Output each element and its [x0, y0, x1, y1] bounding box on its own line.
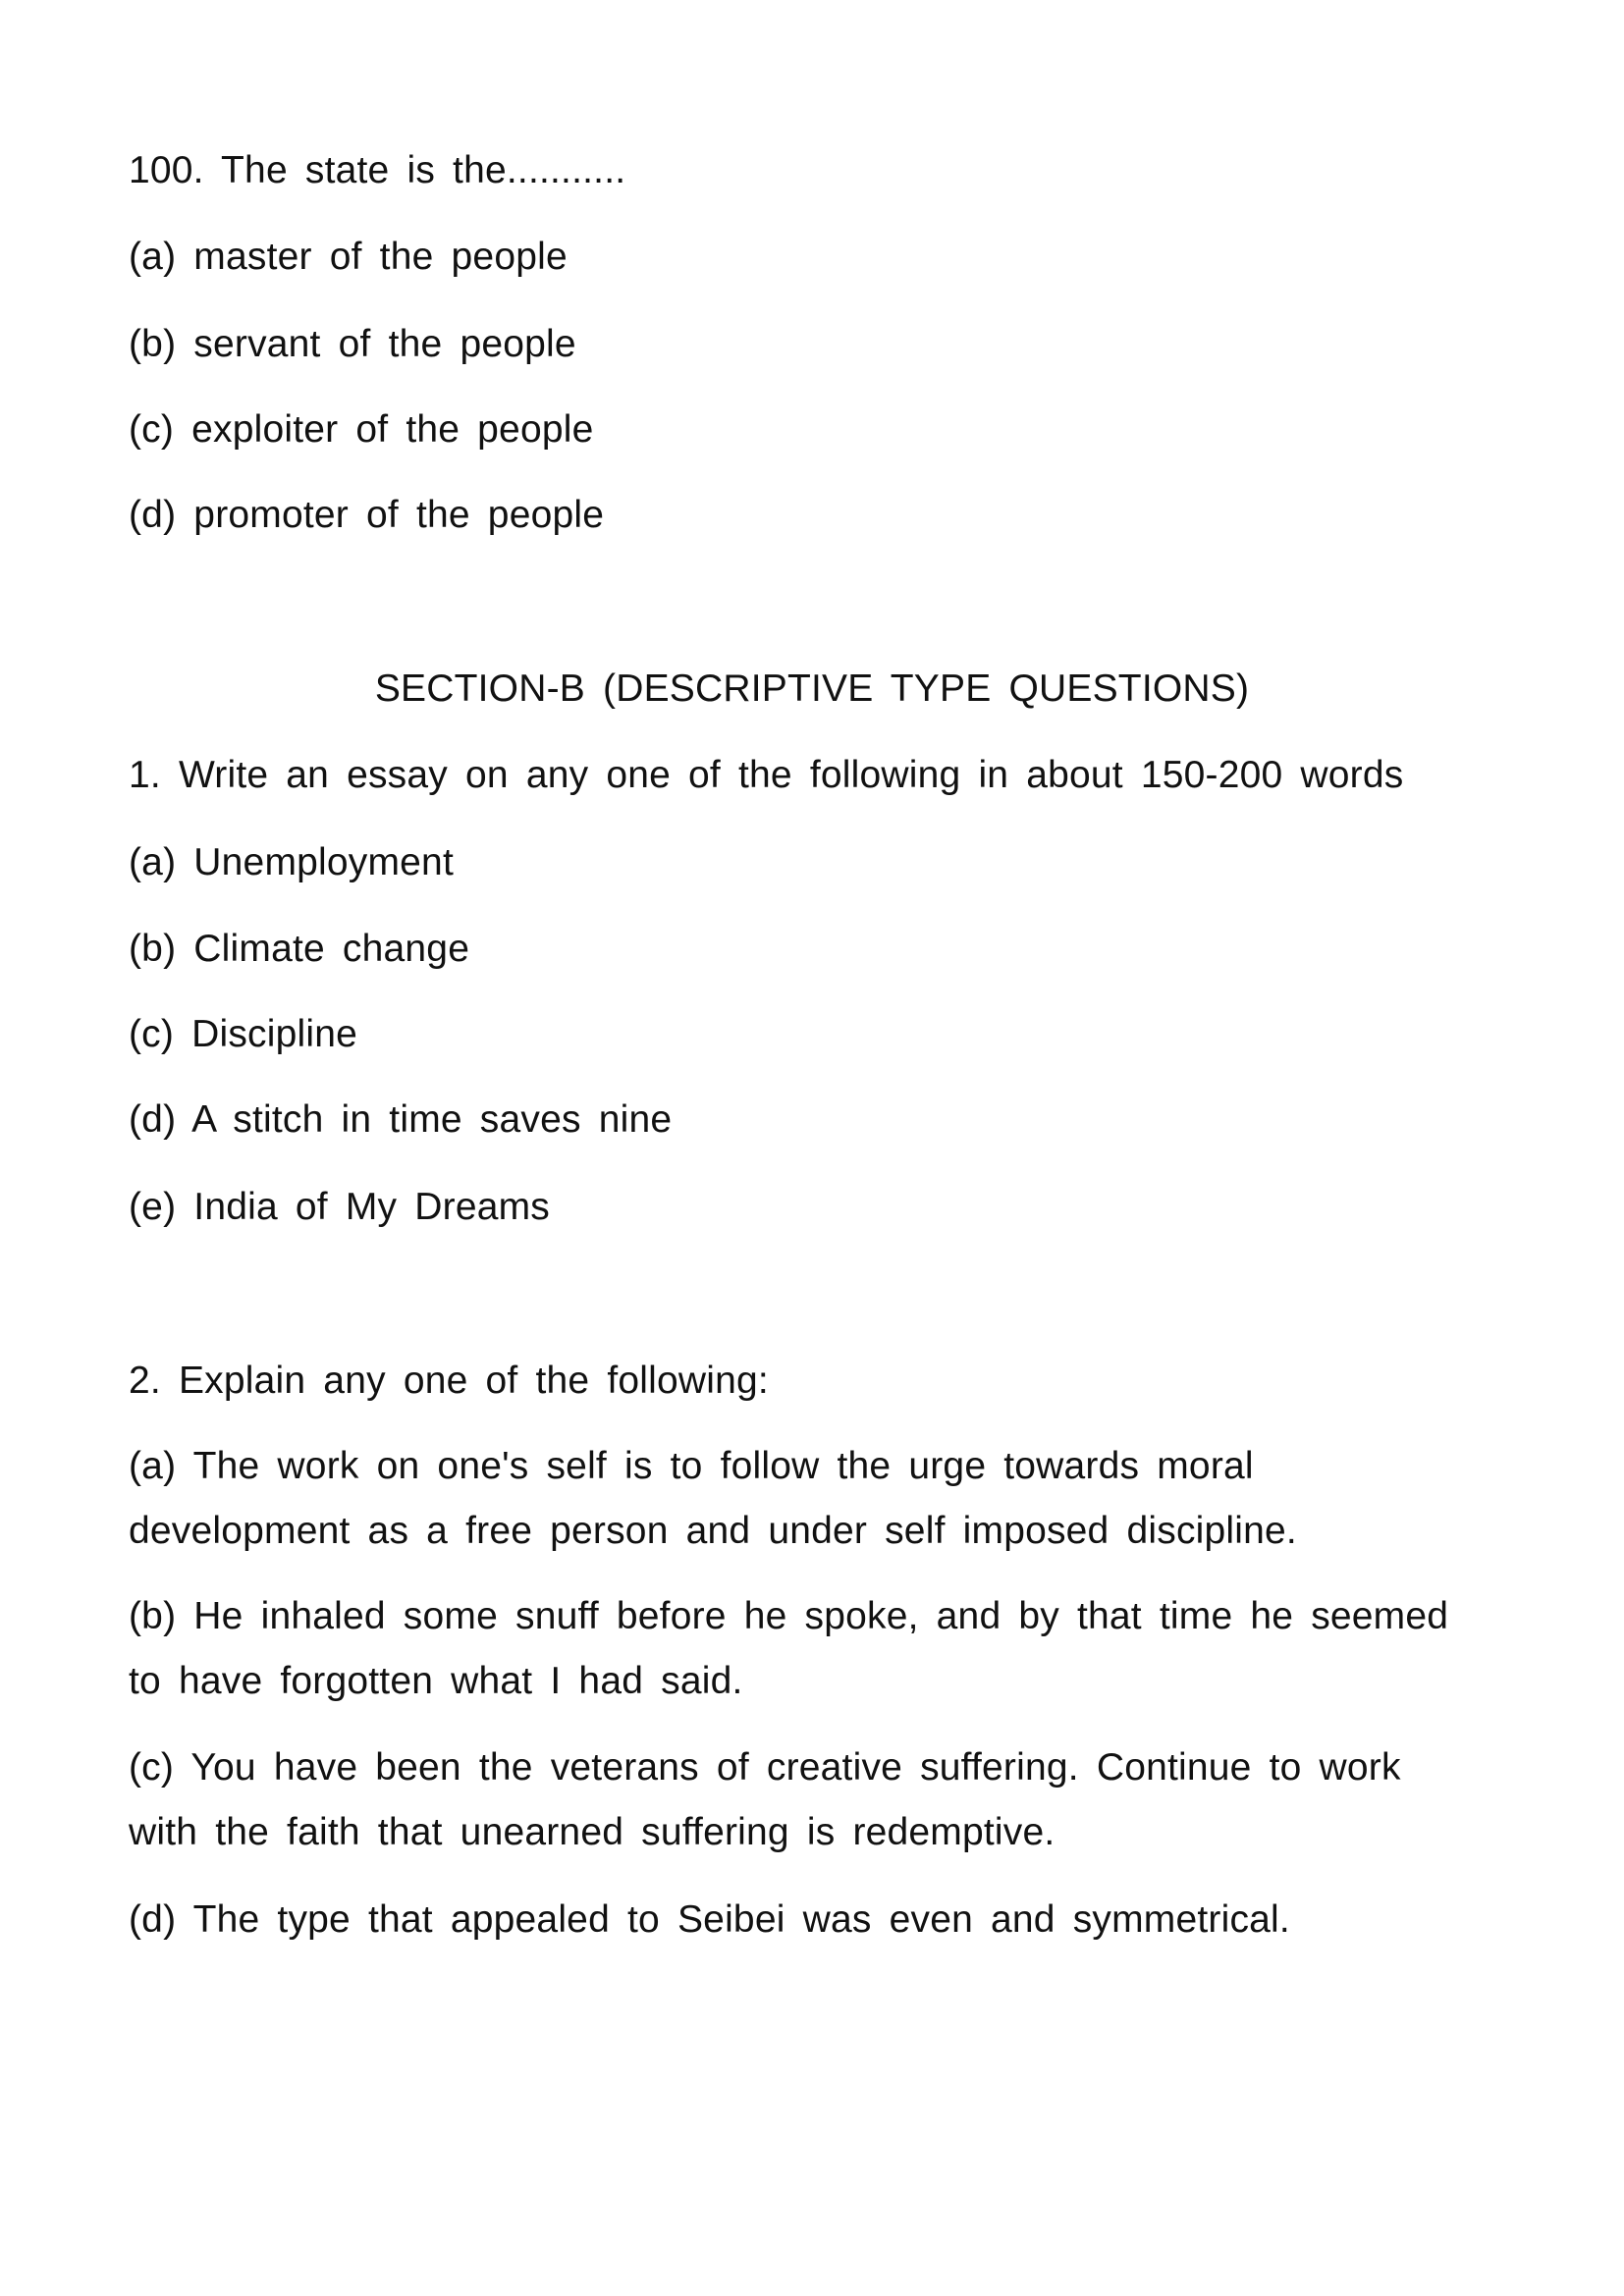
question-text: 100. The state is the........... — [129, 149, 626, 191]
q2-option-b-line1: (b) He inhaled some snuff before he spoke, and by that time he seemed — [129, 1595, 1449, 1637]
q1-option-a: (a) Unemployment — [129, 841, 454, 883]
q1-option-e: (e) India of My Dreams — [129, 1186, 551, 1228]
option-a: (a) master of the people — [129, 236, 568, 278]
option-c: (c) exploiter of the people — [129, 408, 594, 451]
question-1-prompt: 1. Write an essay on any one of the following in about 150-200 words — [129, 754, 1404, 796]
q1-option-b: (b) Climate change — [129, 928, 470, 970]
question-2-prompt: 2. Explain any one of the following: — [129, 1360, 769, 1402]
q1-option-c: (c) Discipline — [129, 1013, 358, 1055]
q2-option-c-line1: (c) You have been the veterans of creative suffering. Continue to work — [129, 1746, 1401, 1789]
q1-option-d: (d) A stitch in time saves nine — [129, 1098, 673, 1141]
option-b: (b) servant of the people — [129, 323, 576, 365]
q2-option-a-line2: development as a free person and under self imposed discipline. — [129, 1510, 1297, 1552]
q2-option-d-line1: (d) The type that appealed to Seibei was even and symmetrical. — [129, 1898, 1290, 1941]
option-d: (d) promoter of the people — [129, 494, 605, 536]
q2-option-b-line2: to have forgotten what I had said. — [129, 1660, 743, 1702]
q2-option-c-line2: with the faith that unearned suffering is redemptive. — [129, 1811, 1056, 1853]
section-heading: SECTION-B (DESCRIPTIVE TYPE QUESTIONS) — [374, 667, 1250, 710]
q2-option-a-line1: (a) The work on one's self is to follow the urge towards moral — [129, 1445, 1254, 1487]
